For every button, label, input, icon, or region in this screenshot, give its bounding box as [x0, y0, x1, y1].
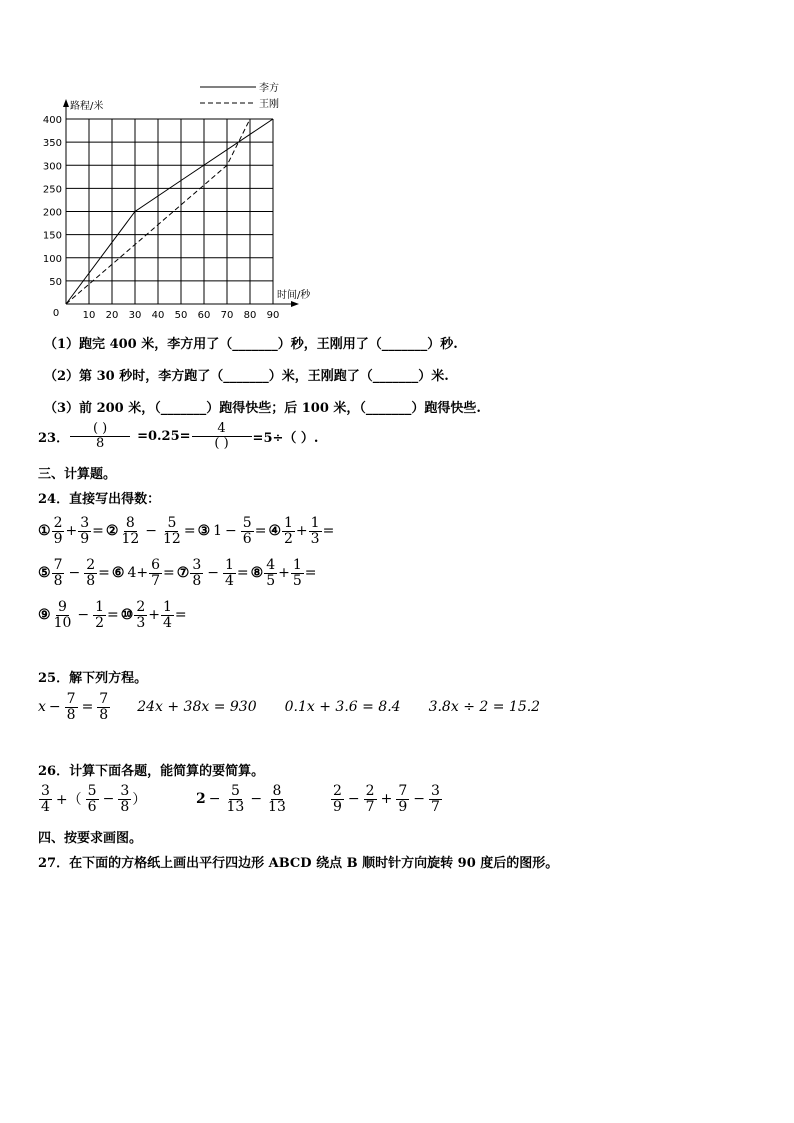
q24-row-1: ① $\frac{2}{9}$ + $\frac{3}{9}$ = ② $\frac{8}{12}$ − $\frac{5}{12}$ = ③ 1 − $\frac{5}{6}$ = ④ $\frac{1}{2}$ + $\frac{1}{3}$ = [38, 515, 335, 547]
section-3-title: 三、计算题。 [38, 467, 117, 482]
x-tick-label: 10 [82, 310, 96, 321]
y-tick-label: 250 [42, 184, 62, 196]
y-tick-label: 100 [42, 253, 62, 265]
x-tick-label: 70 [220, 310, 234, 321]
legend-label-1: 李方 [259, 83, 279, 94]
q23: 23． $\frac{( )}{8}$ =0.25= $\frac{4}{( )}$ =5÷（ ）. [38, 421, 319, 451]
x-tick-label: 60 [197, 310, 211, 321]
q22-sub3: （3）前 200 米，（_______）跑得快些；后 100 米，（_______）跑得快些. [44, 401, 481, 416]
x-tick-label: 20 [105, 310, 119, 321]
q24-row-2: ⑤ $\frac{7}{8}$ − $\frac{2}{8}$ = ⑥ 4 + $\frac{6}{7}$ = ⑦ $\frac{3}{8}$ − $\frac{1}{4}$ = ⑧ $\frac{4}{5}$ + $\frac{1}{5}$ = [38, 557, 317, 589]
q24-title: 24．直接写出得数： [38, 492, 161, 507]
x-tick-label: 40 [151, 310, 165, 321]
legend-label-2: 王刚 [259, 99, 279, 110]
y-tick-label: 50 [49, 276, 62, 288]
q27-text: 27．在下面的方格纸上画出平行四边形 ABCD 绕点 B 顺时针方向旋转 90 度后的图形。 [38, 856, 559, 871]
q25-eq3: 0.1x + 3.6 = 8.4 [284, 699, 401, 716]
q26-expr-1: $\frac{3}{4}$ +（ $\frac{5}{6}$ − $\frac{3}{8}$ ） [41, 783, 147, 815]
q22-sub2: （2）第 30 秒时，李方跑了（_______）米，王刚跑了（_______）米. [44, 369, 449, 384]
y-tick-label: 300 [42, 161, 62, 173]
q25-equations: x − $\frac{7}{8}$ = $\frac{7}{8}$ 24x + 38x = 930 0.1x + 3.6 = 8.4 3.8x ÷ 2 = 15.2 [38, 691, 541, 723]
y-tick-label: 150 [42, 230, 62, 242]
y-tick-label: 400 [42, 115, 62, 126]
q23-fraction-2: $\frac{4}{( )}$ [192, 422, 252, 450]
q24-row-3: ⑨ $\frac{9}{10}$ − $\frac{1}{2}$ = ⑩ $\frac{2}{3}$ + $\frac{1}{4}$ = [38, 599, 187, 631]
origin-label: 0 [52, 308, 60, 319]
x-tick-label: 50 [174, 310, 188, 321]
x-axis-arrow [291, 301, 299, 307]
y-tick-label: 350 [42, 138, 62, 150]
q23-fraction-1: $\frac{( )}{8}$ [70, 422, 130, 450]
x-axis-label: 时间/秒 [277, 290, 311, 301]
y-axis-arrow [63, 99, 69, 107]
q26-expr-2: 2 − $\frac{5}{13}$ − $\frac{8}{13}$ [196, 783, 286, 815]
y-axis-label: 路程/米 [70, 101, 104, 112]
x-tick-label: 90 [266, 310, 280, 321]
q22-sub1: （1）跑完 400 米，李方用了（_______）秒，王刚用了（_______）秒. [44, 337, 458, 352]
distance-time-chart [40, 78, 340, 323]
q25-title: 25．解下列方程。 [38, 671, 148, 686]
q23-number: 23． [38, 430, 70, 446]
q26-expr-3: $\frac{2}{9}$ − $\frac{2}{7}$ + $\frac{7}{9}$ − $\frac{3}{7}$ [333, 783, 440, 815]
section-4-title: 四、按要求画图。 [38, 831, 143, 846]
y-tick-label: 200 [42, 207, 62, 219]
q25-eq2: 24x + 38x = 930 [137, 699, 257, 716]
q26-title: 26．计算下面各题，能简算的要简算。 [38, 764, 265, 779]
x-tick-label: 80 [243, 310, 257, 321]
x-tick-label: 30 [128, 310, 142, 321]
q25-eq4: 3.8x ÷ 2 = 15.2 [428, 699, 541, 716]
